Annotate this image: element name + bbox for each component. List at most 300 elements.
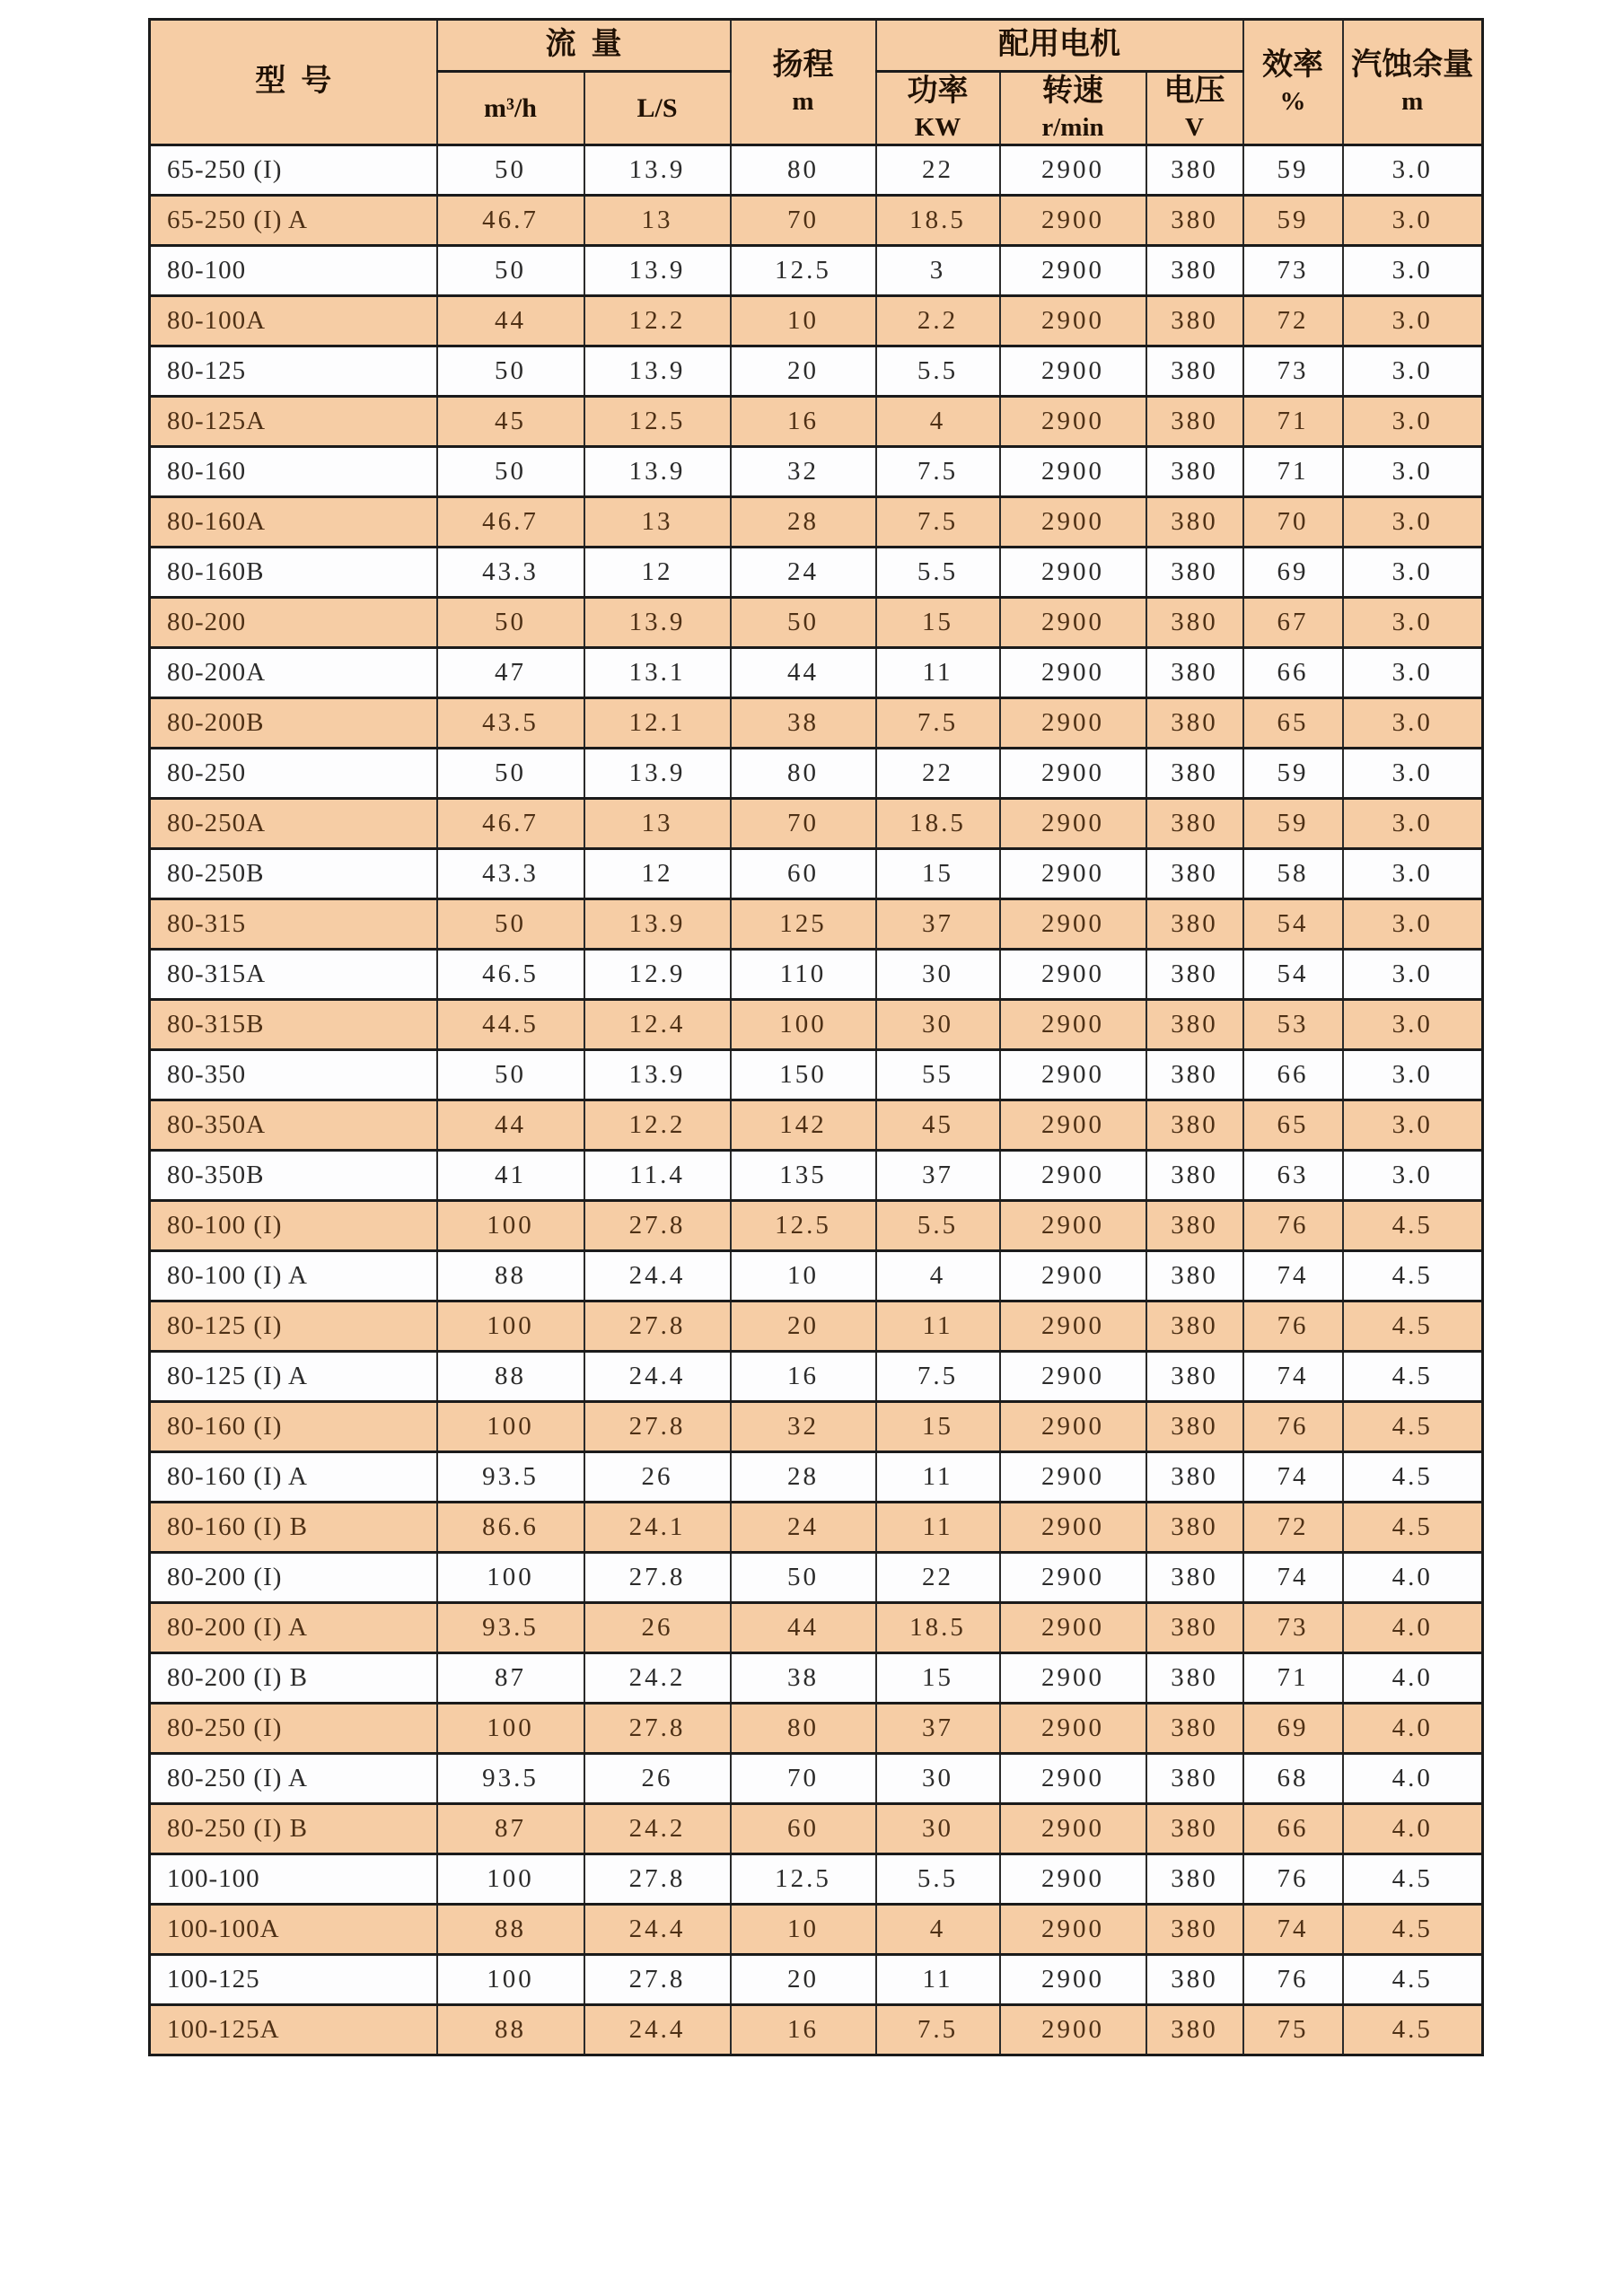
value-cell: 3.0: [1343, 848, 1483, 898]
model-cell: 100-100A: [150, 1904, 437, 1954]
value-cell: 142: [731, 1100, 876, 1150]
value-cell: 2900: [1000, 1049, 1146, 1100]
value-cell: 380: [1146, 1853, 1243, 1904]
value-cell: 63: [1243, 1150, 1343, 1200]
value-cell: 100: [437, 1200, 584, 1250]
value-cell: 37: [876, 898, 1000, 949]
value-cell: 38: [731, 697, 876, 748]
table-row: [150, 949, 1483, 999]
value-cell: 7.5: [876, 1351, 1000, 1401]
header-voltage-label: 电压: [1163, 74, 1225, 108]
value-cell: 2900: [1000, 145, 1146, 195]
value-cell: 27.8: [584, 1853, 731, 1904]
value-cell: 76: [1243, 1401, 1343, 1451]
value-cell: 11: [876, 647, 1000, 697]
value-cell: 55: [876, 1049, 1000, 1100]
table-row: [150, 245, 1483, 295]
value-cell: 12.5: [731, 245, 876, 295]
value-cell: 2900: [1000, 245, 1146, 295]
value-cell: 45: [437, 396, 584, 446]
value-cell: 70: [731, 798, 876, 848]
header-flow: 流 量: [437, 20, 731, 72]
table-row: [150, 1049, 1483, 1100]
value-cell: 73: [1243, 346, 1343, 396]
table-row: [150, 999, 1483, 1049]
value-cell: 2900: [1000, 446, 1146, 496]
value-cell: 24.2: [584, 1803, 731, 1853]
value-cell: 380: [1146, 848, 1243, 898]
value-cell: 76: [1243, 1301, 1343, 1351]
value-cell: 380: [1146, 1552, 1243, 1602]
value-cell: 22: [876, 1552, 1000, 1602]
table-row: [150, 1150, 1483, 1200]
table-row: [150, 1552, 1483, 1602]
value-cell: 100: [437, 1703, 584, 1753]
model-cell: 80-315: [150, 898, 437, 949]
value-cell: 3: [876, 245, 1000, 295]
value-cell: 50: [731, 597, 876, 647]
table-row: [150, 798, 1483, 848]
table-row: [150, 1753, 1483, 1803]
value-cell: 15: [876, 1652, 1000, 1703]
value-cell: 80: [731, 145, 876, 195]
value-cell: 380: [1146, 1301, 1243, 1351]
value-cell: 3.0: [1343, 697, 1483, 748]
value-cell: 13.9: [584, 245, 731, 295]
value-cell: 66: [1243, 1803, 1343, 1853]
value-cell: 4.5: [1343, 1301, 1483, 1351]
value-cell: 3.0: [1343, 597, 1483, 647]
value-cell: 10: [731, 1904, 876, 1954]
value-cell: 4: [876, 1904, 1000, 1954]
value-cell: 27.8: [584, 1552, 731, 1602]
value-cell: 13.9: [584, 597, 731, 647]
value-cell: 32: [731, 1401, 876, 1451]
value-cell: 76: [1243, 1954, 1343, 2004]
value-cell: 24.4: [584, 1250, 731, 1301]
value-cell: 30: [876, 1753, 1000, 1803]
value-cell: 76: [1243, 1853, 1343, 1904]
value-cell: 71: [1243, 446, 1343, 496]
value-cell: 16: [731, 1351, 876, 1401]
value-cell: 30: [876, 1803, 1000, 1853]
value-cell: 59: [1243, 748, 1343, 798]
table-body: [150, 145, 1483, 2055]
value-cell: 2900: [1000, 748, 1146, 798]
value-cell: 380: [1146, 1753, 1243, 1803]
value-cell: 13.1: [584, 647, 731, 697]
value-cell: 18.5: [876, 195, 1000, 245]
header-speed: [1000, 72, 1146, 145]
header-npsh: [1343, 20, 1483, 145]
value-cell: 100: [731, 999, 876, 1049]
value-cell: 3.0: [1343, 949, 1483, 999]
value-cell: 53: [1243, 999, 1343, 1049]
value-cell: 3.0: [1343, 647, 1483, 697]
header-speed-label: 转速: [1042, 74, 1103, 108]
header-speed-unit: r/min: [1041, 112, 1104, 142]
value-cell: 380: [1146, 1150, 1243, 1200]
value-cell: 50: [437, 1049, 584, 1100]
value-cell: 13: [584, 195, 731, 245]
table-row: [150, 1602, 1483, 1652]
value-cell: 2900: [1000, 295, 1146, 346]
model-cell: 100-125: [150, 1954, 437, 2004]
value-cell: 4.0: [1343, 1803, 1483, 1853]
value-cell: 2900: [1000, 1652, 1146, 1703]
value-cell: 75: [1243, 2004, 1343, 2055]
model-cell: 80-125 (I) A: [150, 1351, 437, 1401]
value-cell: 380: [1146, 1502, 1243, 1552]
value-cell: 3.0: [1343, 295, 1483, 346]
value-cell: 135: [731, 1150, 876, 1200]
table-row: [150, 647, 1483, 697]
value-cell: 4.5: [1343, 1502, 1483, 1552]
model-cell: 80-350B: [150, 1150, 437, 1200]
value-cell: 38: [731, 1652, 876, 1703]
value-cell: 60: [731, 848, 876, 898]
value-cell: 4.0: [1343, 1703, 1483, 1753]
header-model: 型 号: [150, 20, 437, 145]
table-row: [150, 1451, 1483, 1502]
value-cell: 4.5: [1343, 1853, 1483, 1904]
value-cell: 2900: [1000, 1250, 1146, 1301]
model-cell: 100-100: [150, 1853, 437, 1904]
value-cell: 2900: [1000, 396, 1146, 446]
table-row: [150, 195, 1483, 245]
value-cell: 28: [731, 1451, 876, 1502]
value-cell: 24: [731, 547, 876, 597]
value-cell: 3.0: [1343, 245, 1483, 295]
value-cell: 43.3: [437, 547, 584, 597]
value-cell: 5.5: [876, 547, 1000, 597]
table-row: [150, 145, 1483, 195]
header-power-unit: KW: [914, 112, 961, 142]
value-cell: 44: [437, 1100, 584, 1150]
value-cell: 2900: [1000, 346, 1146, 396]
value-cell: 74: [1243, 1904, 1343, 1954]
table-row: [150, 1200, 1483, 1250]
value-cell: 11: [876, 1954, 1000, 2004]
value-cell: 2900: [1000, 195, 1146, 245]
value-cell: 2900: [1000, 848, 1146, 898]
value-cell: 5.5: [876, 1853, 1000, 1904]
value-cell: 24: [731, 1502, 876, 1552]
value-cell: 4.5: [1343, 1250, 1483, 1301]
model-cell: 80-250 (I) B: [150, 1803, 437, 1853]
value-cell: 7.5: [876, 697, 1000, 748]
value-cell: 380: [1146, 1703, 1243, 1753]
value-cell: 50: [437, 446, 584, 496]
value-cell: 47: [437, 647, 584, 697]
value-cell: 87: [437, 1652, 584, 1703]
model-cell: 80-160A: [150, 496, 437, 547]
value-cell: 100: [437, 1853, 584, 1904]
value-cell: 4: [876, 396, 1000, 446]
value-cell: 3.0: [1343, 898, 1483, 949]
value-cell: 5.5: [876, 346, 1000, 396]
value-cell: 88: [437, 1250, 584, 1301]
value-cell: 15: [876, 848, 1000, 898]
value-cell: 70: [731, 1753, 876, 1803]
table-row: [150, 1652, 1483, 1703]
value-cell: 27.8: [584, 1703, 731, 1753]
value-cell: 4.0: [1343, 1652, 1483, 1703]
value-cell: 2900: [1000, 1351, 1146, 1401]
value-cell: 71: [1243, 396, 1343, 446]
header-npsh-unit: m: [1401, 86, 1424, 116]
model-cell: 80-250B: [150, 848, 437, 898]
value-cell: 27.8: [584, 1401, 731, 1451]
value-cell: 4.0: [1343, 1552, 1483, 1602]
value-cell: 2900: [1000, 1301, 1146, 1351]
value-cell: 4: [876, 1250, 1000, 1301]
value-cell: 93.5: [437, 1753, 584, 1803]
value-cell: 12.4: [584, 999, 731, 1049]
model-cell: 80-100 (I) A: [150, 1250, 437, 1301]
value-cell: 380: [1146, 2004, 1243, 2055]
value-cell: 380: [1146, 1200, 1243, 1250]
header-flow-m3h: m³/h: [437, 72, 584, 145]
value-cell: 3.0: [1343, 748, 1483, 798]
table-row: [150, 1250, 1483, 1301]
value-cell: 41: [437, 1150, 584, 1200]
model-cell: 80-315B: [150, 999, 437, 1049]
value-cell: 11: [876, 1301, 1000, 1351]
value-cell: 44.5: [437, 999, 584, 1049]
value-cell: 43.3: [437, 848, 584, 898]
table-row: [150, 1351, 1483, 1401]
value-cell: 12.2: [584, 295, 731, 346]
value-cell: 80: [731, 748, 876, 798]
value-cell: 2900: [1000, 1602, 1146, 1652]
value-cell: 380: [1146, 1049, 1243, 1100]
value-cell: 20: [731, 346, 876, 396]
value-cell: 12: [584, 848, 731, 898]
value-cell: 13.9: [584, 145, 731, 195]
value-cell: 4.5: [1343, 1351, 1483, 1401]
table-row: [150, 848, 1483, 898]
value-cell: 3.0: [1343, 496, 1483, 547]
value-cell: 380: [1146, 1451, 1243, 1502]
value-cell: 65: [1243, 697, 1343, 748]
value-cell: 13: [584, 798, 731, 848]
value-cell: 10: [731, 295, 876, 346]
value-cell: 2900: [1000, 1451, 1146, 1502]
value-cell: 7.5: [876, 446, 1000, 496]
model-cell: 80-100: [150, 245, 437, 295]
value-cell: 74: [1243, 1351, 1343, 1401]
value-cell: 380: [1146, 697, 1243, 748]
value-cell: 380: [1146, 1803, 1243, 1853]
model-cell: 65-250 (I) A: [150, 195, 437, 245]
value-cell: 50: [731, 1552, 876, 1602]
value-cell: 20: [731, 1954, 876, 2004]
value-cell: 380: [1146, 647, 1243, 697]
value-cell: 15: [876, 1401, 1000, 1451]
value-cell: 13.9: [584, 346, 731, 396]
value-cell: 3.0: [1343, 999, 1483, 1049]
value-cell: 13: [584, 496, 731, 547]
model-cell: 100-125A: [150, 2004, 437, 2055]
model-cell: 80-125 (I): [150, 1301, 437, 1351]
value-cell: 100: [437, 1552, 584, 1602]
header-efficiency: [1243, 20, 1343, 145]
model-cell: 80-160: [150, 446, 437, 496]
value-cell: 37: [876, 1150, 1000, 1200]
value-cell: 16: [731, 396, 876, 446]
table-header: [150, 20, 1483, 145]
table-row: [150, 748, 1483, 798]
header-efficiency-unit: %: [1279, 86, 1306, 116]
value-cell: 2900: [1000, 1200, 1146, 1250]
value-cell: 12.1: [584, 697, 731, 748]
value-cell: 2900: [1000, 647, 1146, 697]
value-cell: 3.0: [1343, 195, 1483, 245]
value-cell: 76: [1243, 1200, 1343, 1250]
value-cell: 13.9: [584, 748, 731, 798]
value-cell: 24.4: [584, 1904, 731, 1954]
value-cell: 60: [731, 1803, 876, 1853]
value-cell: 50: [437, 346, 584, 396]
value-cell: 3.0: [1343, 798, 1483, 848]
value-cell: 32: [731, 446, 876, 496]
value-cell: 3.0: [1343, 547, 1483, 597]
table-row: [150, 1803, 1483, 1853]
model-cell: 80-350: [150, 1049, 437, 1100]
model-cell: 80-200 (I) A: [150, 1602, 437, 1652]
value-cell: 7.5: [876, 2004, 1000, 2055]
value-cell: 70: [1243, 496, 1343, 547]
value-cell: 88: [437, 1351, 584, 1401]
model-cell: 80-315A: [150, 949, 437, 999]
table-row: [150, 396, 1483, 446]
value-cell: 2900: [1000, 1904, 1146, 1954]
value-cell: 380: [1146, 1602, 1243, 1652]
table-row: [150, 2004, 1483, 2055]
value-cell: 4.5: [1343, 1904, 1483, 1954]
value-cell: 80: [731, 1703, 876, 1753]
value-cell: 380: [1146, 1351, 1243, 1401]
table-row: [150, 346, 1483, 396]
value-cell: 2900: [1000, 547, 1146, 597]
model-cell: 80-200: [150, 597, 437, 647]
value-cell: 28: [731, 496, 876, 547]
value-cell: 380: [1146, 999, 1243, 1049]
value-cell: 380: [1146, 898, 1243, 949]
value-cell: 13.9: [584, 898, 731, 949]
value-cell: 380: [1146, 346, 1243, 396]
model-cell: 80-100 (I): [150, 1200, 437, 1250]
value-cell: 18.5: [876, 1602, 1000, 1652]
value-cell: 4.5: [1343, 2004, 1483, 2055]
value-cell: 380: [1146, 295, 1243, 346]
value-cell: 2900: [1000, 1552, 1146, 1602]
value-cell: 380: [1146, 798, 1243, 848]
header-motor: 配用电机: [876, 20, 1243, 72]
table-row: [150, 1703, 1483, 1753]
header-head: [731, 20, 876, 145]
value-cell: 2900: [1000, 1954, 1146, 2004]
value-cell: 2900: [1000, 1853, 1146, 1904]
header-efficiency-label: 效率: [1262, 48, 1323, 82]
value-cell: 66: [1243, 647, 1343, 697]
value-cell: 66: [1243, 1049, 1343, 1100]
value-cell: 3.0: [1343, 1049, 1483, 1100]
value-cell: 380: [1146, 1250, 1243, 1301]
value-cell: 72: [1243, 1502, 1343, 1552]
value-cell: 2900: [1000, 697, 1146, 748]
value-cell: 13.9: [584, 446, 731, 496]
value-cell: 86.6: [437, 1502, 584, 1552]
value-cell: 27.8: [584, 1200, 731, 1250]
table-row: [150, 898, 1483, 949]
value-cell: 2900: [1000, 798, 1146, 848]
value-cell: 71: [1243, 1652, 1343, 1703]
value-cell: 30: [876, 949, 1000, 999]
value-cell: 12.5: [731, 1853, 876, 1904]
value-cell: 2900: [1000, 597, 1146, 647]
value-cell: 2900: [1000, 2004, 1146, 2055]
value-cell: 24.4: [584, 1351, 731, 1401]
value-cell: 50: [437, 748, 584, 798]
value-cell: 58: [1243, 848, 1343, 898]
value-cell: 4.5: [1343, 1954, 1483, 2004]
value-cell: 2900: [1000, 1753, 1146, 1803]
model-cell: 80-200 (I) B: [150, 1652, 437, 1703]
value-cell: 11: [876, 1451, 1000, 1502]
value-cell: 50: [437, 597, 584, 647]
value-cell: 24.1: [584, 1502, 731, 1552]
value-cell: 12: [584, 547, 731, 597]
value-cell: 59: [1243, 798, 1343, 848]
value-cell: 380: [1146, 1652, 1243, 1703]
value-cell: 110: [731, 949, 876, 999]
value-cell: 24.2: [584, 1652, 731, 1703]
model-cell: 80-125A: [150, 396, 437, 446]
value-cell: 37: [876, 1703, 1000, 1753]
value-cell: 74: [1243, 1250, 1343, 1301]
model-cell: 80-160B: [150, 547, 437, 597]
value-cell: 46.7: [437, 195, 584, 245]
value-cell: 54: [1243, 949, 1343, 999]
value-cell: 93.5: [437, 1451, 584, 1502]
value-cell: 3.0: [1343, 396, 1483, 446]
table-row: [150, 1401, 1483, 1451]
value-cell: 4.5: [1343, 1451, 1483, 1502]
header-power-label: 功率: [907, 74, 969, 108]
model-cell: 80-160 (I): [150, 1401, 437, 1451]
value-cell: 54: [1243, 898, 1343, 949]
value-cell: 73: [1243, 1602, 1343, 1652]
table-row: [150, 1100, 1483, 1150]
model-cell: 80-200 (I): [150, 1552, 437, 1602]
value-cell: 68: [1243, 1753, 1343, 1803]
value-cell: 46.5: [437, 949, 584, 999]
value-cell: 125: [731, 898, 876, 949]
value-cell: 380: [1146, 195, 1243, 245]
value-cell: 67: [1243, 597, 1343, 647]
value-cell: 50: [437, 898, 584, 949]
value-cell: 3.0: [1343, 1150, 1483, 1200]
header-head-label: 扬程: [772, 48, 834, 82]
model-cell: 80-200B: [150, 697, 437, 748]
model-cell: 80-125: [150, 346, 437, 396]
value-cell: 26: [584, 1602, 731, 1652]
model-cell: 80-100A: [150, 295, 437, 346]
value-cell: 4.5: [1343, 1401, 1483, 1451]
table-row: [150, 1954, 1483, 2004]
